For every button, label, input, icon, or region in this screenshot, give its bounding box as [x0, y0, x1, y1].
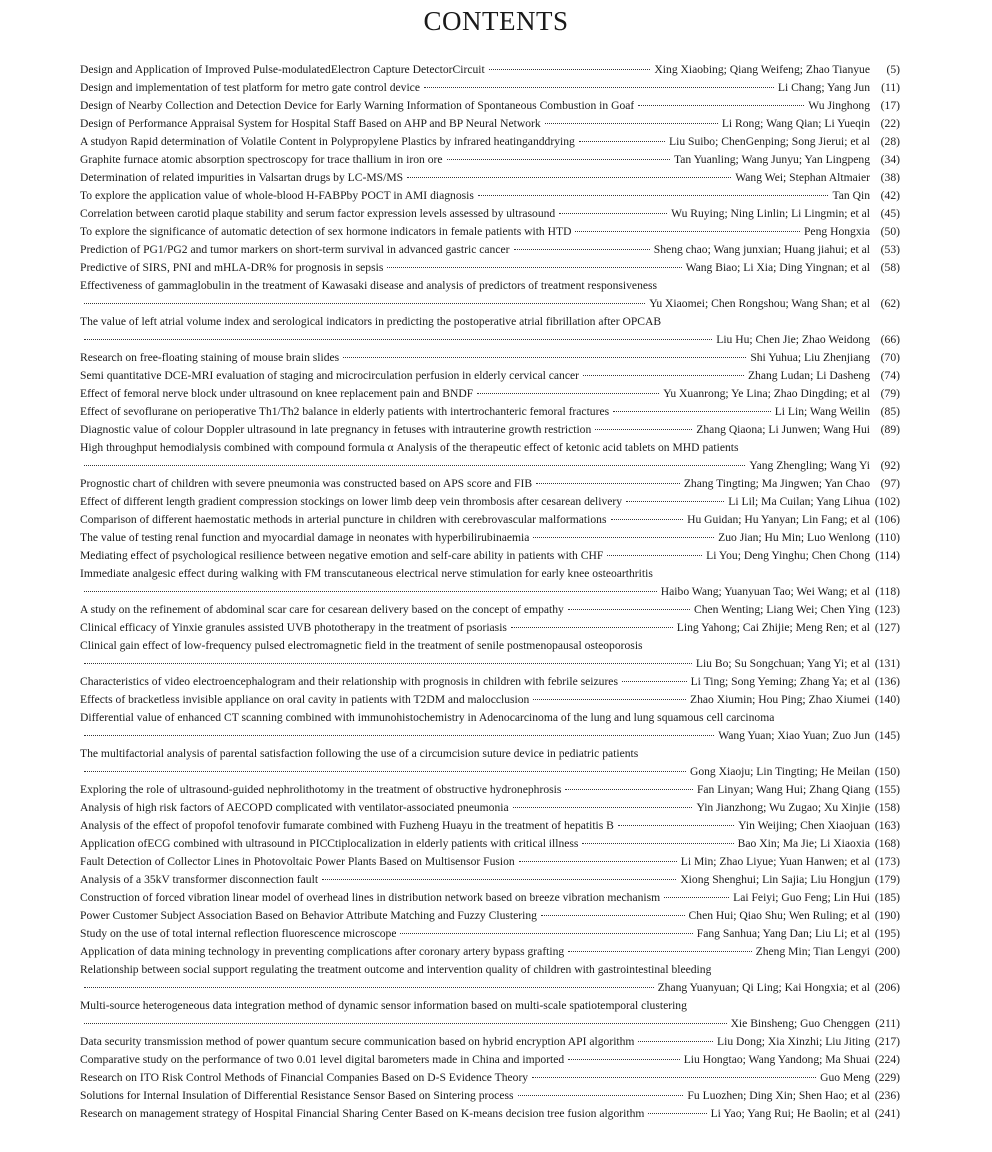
leader-dots — [541, 914, 685, 916]
toc-entry[interactable] — [80, 493, 900, 511]
toc-entry-authors: Li Rong; Wang Qian; Li Yueqin — [721, 117, 870, 130]
toc-entry-page[interactable]: ( 42 ) — [870, 187, 900, 205]
toc-entry-authors: Xie Binsheng; Guo Chenggen — [730, 1017, 870, 1030]
toc-entry-title-line[interactable] — [80, 313, 900, 331]
toc-entry[interactable] — [80, 1051, 900, 1069]
leader-dots — [387, 266, 681, 268]
toc-entry-page[interactable]: ( 168 ) — [870, 835, 900, 853]
toc-entry-title[interactable]: Solutions for Internal Insulation of Differential Resistance Sensor Based on Sintering process — [80, 1089, 514, 1102]
leader-dots — [511, 626, 673, 628]
leader-dots — [84, 770, 686, 772]
toc-entry-page[interactable]: ( 106 ) — [870, 511, 900, 529]
leader-dots — [583, 374, 744, 376]
leader-dots — [648, 1112, 706, 1114]
toc-entry-authors: Li Ting; Song Yeming; Zhang Ya; et al — [690, 675, 870, 688]
leader-dots — [638, 104, 804, 106]
toc-entry[interactable] — [80, 889, 900, 907]
leader-dots — [513, 806, 693, 808]
toc-entry-title[interactable]: Power Customer Subject Association Based on Behavior Attribute Matching and Fuzzy Clustering — [80, 909, 537, 922]
toc-entry-authors: Zhao Xiumin; Hou Ping; Zhao Xiumei — [689, 693, 870, 706]
toc-entry[interactable] — [80, 547, 900, 565]
leader-dots — [407, 176, 731, 178]
toc-entry-title[interactable]: Graphite furnace atomic absorption spectroscopy for trace thallium in iron ore — [80, 153, 443, 166]
toc-entry[interactable] — [80, 871, 900, 889]
toc-entry[interactable] — [80, 781, 900, 799]
leader-dots — [519, 860, 677, 862]
leader-dots — [638, 1040, 713, 1042]
leader-dots — [595, 428, 692, 430]
toc-entry-page[interactable]: ( 11 ) — [870, 79, 900, 97]
toc-entry-page[interactable]: ( 85 ) — [870, 403, 900, 421]
toc-entry-authors-line — [80, 727, 900, 745]
leader-dots — [84, 338, 712, 340]
toc-entry-page[interactable]: ( 5 ) — [870, 61, 900, 79]
toc-entry-title[interactable]: Prediction of PG1/PG2 and tumor markers on short-term survival in advanced gastric cancer — [80, 243, 510, 256]
toc-entry[interactable] — [80, 403, 900, 421]
toc-entry[interactable] — [80, 511, 900, 529]
toc-entry-title[interactable]: Application ofECG combined with ultrasound in PICCtiplocalization in elderly patients with critical illness — [80, 837, 579, 850]
toc-entry[interactable] — [80, 97, 900, 115]
toc-entry[interactable] — [80, 151, 900, 169]
toc-entry-authors: Tan Qin — [832, 189, 870, 202]
toc-entry-authors: Xiong Shenghui; Lin Sajia; Liu Hongjun — [680, 873, 870, 886]
toc-entry-page[interactable]: ( 163 ) — [870, 817, 900, 835]
toc-entry-page[interactable]: ( 89 ) — [870, 421, 900, 439]
toc-entry-title[interactable]: The value of testing renal function and myocardial damage in neonates with hyperbilirubinaemia — [80, 531, 530, 544]
toc-entry-page[interactable]: ( 224 ) — [870, 1051, 900, 1069]
toc-entry-authors: Tan Yuanling; Wang Junyu; Yan Lingpeng — [674, 153, 870, 166]
toc-entry-title[interactable]: Design of Nearby Collection and Detection Device for Early Warning Information of Spontaneous Combustion in Goaf — [80, 99, 635, 112]
leader-dots — [84, 1022, 727, 1024]
toc-entry-title[interactable]: Characteristics of video electroencephalogram and their relationship with prognosis in children with febrile seizures — [80, 675, 618, 688]
toc-entry-authors-line — [80, 763, 900, 781]
toc-entry-authors: Yu Xiaomei; Chen Rongshou; Wang Shan; et al — [649, 297, 870, 310]
toc-entry-title[interactable]: A study on the refinement of abdominal scar care for cesarean delivery based on the concept of empathy — [80, 603, 564, 616]
leader-dots — [536, 482, 680, 484]
leader-dots — [84, 302, 645, 304]
toc-entry-page[interactable]: ( 102 ) — [870, 493, 900, 511]
toc-entry[interactable] — [80, 943, 900, 961]
toc-entry-title[interactable]: Effects of bracketless invisible appliance on oral cavity in patients with T2DM and malocclusion — [80, 693, 530, 706]
leader-dots — [343, 356, 746, 358]
toc-entry-authors-line — [80, 295, 900, 313]
toc-entry[interactable] — [80, 1087, 900, 1105]
toc-entry-page[interactable]: ( 110 ) — [870, 529, 900, 547]
toc-entry-authors-line — [80, 583, 900, 601]
toc-entry-page[interactable]: ( 158 ) — [870, 799, 900, 817]
table-of-contents — [80, 61, 900, 1123]
toc-entry-authors: Zhang Tingting; Ma Jingwen; Yan Chao — [683, 477, 870, 490]
toc-entry-authors: Hu Guidan; Hu Yanyan; Lin Fang; et al — [687, 513, 870, 526]
toc-entry-title-line[interactable] — [80, 997, 900, 1015]
toc-entry-authors-line — [80, 331, 900, 349]
toc-entry-page[interactable]: ( 45 ) — [870, 205, 900, 223]
toc-entry-authors: Liu Hu; Chen Jie; Zhao Weidong — [716, 333, 870, 346]
toc-entry-page[interactable]: ( 195 ) — [870, 925, 900, 943]
leader-dots — [478, 194, 829, 196]
toc-entry-title[interactable]: Multi-source heterogeneous data integration method of dynamic sensor information based on multi-scale spatiotemporal clustering — [80, 999, 687, 1012]
toc-entry-title[interactable]: Correlation between carotid plaque stability and serum factor expression levels assessed by ultrasound — [80, 207, 556, 220]
toc-entry-authors: Chen Hui; Qiao Shu; Wen Ruling; et al — [688, 909, 870, 922]
toc-entry[interactable] — [80, 133, 900, 151]
toc-entry-title-line[interactable] — [80, 439, 900, 457]
toc-entry-title[interactable]: Comparative study on the performance of two 0.01 level digital barometers made in China and imported — [80, 1053, 565, 1066]
leader-dots — [575, 230, 800, 232]
toc-entry-authors: Peng Hongxia — [803, 225, 870, 238]
toc-entry-authors: Li Lil; Ma Cuilan; Yang Lihua — [728, 495, 870, 508]
toc-entry-title[interactable]: Clinical gain effect of low-frequency pulsed electromagnetic field in the treatment of senile postmenopausal osteoporosis — [80, 639, 643, 652]
toc-entry-page[interactable]: ( 217 ) — [870, 1033, 900, 1051]
toc-entry[interactable] — [80, 673, 900, 691]
toc-entry[interactable] — [80, 1069, 900, 1087]
leader-dots — [84, 464, 745, 466]
toc-entry-authors: Yin Jianzhong; Wu Zugao; Xu Xinjie — [696, 801, 870, 814]
toc-entry-title[interactable]: Design and Application of Improved Pulse-modulatedElectron Capture DetectorCircuit — [80, 63, 485, 76]
toc-entry-authors: Li Lin; Wang Weilin — [774, 405, 870, 418]
toc-entry[interactable] — [80, 817, 900, 835]
toc-entry-title[interactable]: Research on management strategy of Hospital Financial Sharing Center Based on K-means decision tree fusion algorithm — [80, 1107, 645, 1120]
toc-entry[interactable] — [80, 1105, 900, 1123]
toc-entry-authors: Fang Sanhua; Yang Dan; Liu Li; et al — [696, 927, 870, 940]
toc-entry-title[interactable]: To explore the significance of automatic detection of sex hormone indicators in female patients with HTD — [80, 225, 572, 238]
toc-entry-page[interactable]: ( 97 ) — [870, 475, 900, 493]
toc-entry-title[interactable]: Design and implementation of test platform for metro gate control device — [80, 81, 420, 94]
leader-dots — [84, 662, 692, 664]
toc-entry-title[interactable]: Design of Performance Appraisal System for Hospital Staff Based on AHP and BP Neural Network — [80, 117, 541, 130]
toc-entry-title[interactable]: Determination of related impurities in Valsartan drugs by LC-MS/MS — [80, 171, 404, 184]
toc-entry-authors-line — [80, 979, 900, 997]
toc-entry-authors: Gong Xiaoju; Lin Tingting; He Meilan — [689, 765, 870, 778]
toc-entry-title[interactable]: Predictive of SIRS, PNI and mHLA-DR% for prognosis in sepsis — [80, 261, 384, 274]
leader-dots — [579, 140, 665, 142]
toc-entry-authors-line — [80, 1015, 900, 1033]
toc-entry-page[interactable]: ( 28 ) — [870, 133, 900, 151]
toc-entry-title[interactable]: Analysis of high risk factors of AECOPD complicated with ventilator-associated pneumonia — [80, 801, 509, 814]
toc-entry-page[interactable]: ( 241 ) — [870, 1105, 900, 1123]
leader-dots — [400, 932, 692, 934]
leader-dots — [607, 554, 702, 556]
toc-entry-authors-line — [80, 457, 900, 475]
toc-entry-authors: Wu Jinghong — [808, 99, 870, 112]
toc-entry-title[interactable]: Clinical efficacy of Yinxie granules assisted UVB phototherapy in the treatment of psoriasis — [80, 621, 507, 634]
toc-entry[interactable] — [80, 421, 900, 439]
toc-entry[interactable] — [80, 61, 900, 79]
toc-entry-page[interactable]: ( 211 ) — [870, 1015, 900, 1033]
leader-dots — [618, 824, 734, 826]
leader-dots — [664, 896, 729, 898]
toc-entry[interactable] — [80, 187, 900, 205]
toc-entry-page[interactable]: ( 70 ) — [870, 349, 900, 367]
leader-dots — [84, 590, 657, 592]
toc-entry[interactable] — [80, 475, 900, 493]
toc-entry-page[interactable]: ( 17 ) — [870, 97, 900, 115]
toc-entry-authors: Chen Wenting; Liang Wei; Chen Ying — [694, 603, 870, 616]
leader-dots — [489, 68, 651, 70]
toc-entry-page[interactable]: ( 79 ) — [870, 385, 900, 403]
toc-entry[interactable] — [80, 691, 900, 709]
leader-dots — [559, 212, 667, 214]
toc-entry-authors: Zheng Min; Tian Lengyi — [755, 945, 870, 958]
toc-entry-page[interactable]: ( 62 ) — [870, 295, 900, 313]
toc-entry-title[interactable]: Effect of different length gradient compression stockings on lower limb deep vein thrombosis after cesarean delivery — [80, 495, 623, 508]
toc-entry[interactable] — [80, 385, 900, 403]
toc-entry-title[interactable]: Analysis of a 35kV transformer disconnection fault — [80, 873, 319, 886]
toc-entry-title[interactable]: Effect of femoral nerve block under ultrasound on knee replacement pain and BNDF — [80, 387, 474, 400]
toc-entry-authors: Liu Bo; Su Songchuan; Yang Yi; et al — [695, 657, 870, 670]
toc-entry-page[interactable]: ( 114 ) — [870, 547, 900, 565]
toc-entry-title-line[interactable] — [80, 961, 900, 979]
toc-entry-title[interactable]: Differential value of enhanced CT scanning combined with immunohistochemistry in Adenocarcinoma of the lung and lung squamous cell carcinoma — [80, 711, 775, 724]
toc-entry-title[interactable]: Data security transmission method of power quantum secure communication based on hybrid encryption API algorithm — [80, 1035, 635, 1048]
leader-dots — [582, 842, 733, 844]
leader-dots — [84, 734, 714, 736]
toc-entry-title[interactable]: Mediating effect of psychological resilience between negative emotion and self-care ability in patients with CHF — [80, 549, 604, 562]
toc-entry-title[interactable]: High throughput hemodialysis combined with compound formula α Analysis of the therapeutic effect of ketonic acid tablets on MHD patients — [80, 441, 739, 454]
toc-entry-page[interactable]: ( 53 ) — [870, 241, 900, 259]
toc-entry-title[interactable]: Exploring the role of ultrasound-guided nephrolithotomy in the treatment of obstructive hydronephrosis — [80, 783, 562, 796]
toc-entry-page[interactable]: ( 140 ) — [870, 691, 900, 709]
leader-dots — [518, 1094, 684, 1096]
toc-entry-title[interactable]: Effectiveness of gammaglobulin in the treatment of Kawasaki disease and analysis of predictors of treatment responsiveness — [80, 279, 658, 292]
toc-entry-title[interactable]: Fault Detection of Collector Lines in Photovoltaic Power Plants Based on Multisensor Fusion — [80, 855, 515, 868]
toc-entry-title[interactable]: Research on free-floating staining of mouse brain slides — [80, 351, 340, 364]
leader-dots — [626, 500, 724, 502]
toc-entry-page[interactable]: ( 131 ) — [870, 655, 900, 673]
toc-entry-authors: Yang Zhengling; Wang Yi — [749, 459, 870, 472]
toc-entry[interactable] — [80, 205, 900, 223]
toc-entry-page[interactable]: ( 190 ) — [870, 907, 900, 925]
toc-entry-title[interactable]: Study on the use of total internal reflection fluorescence microscope — [80, 927, 397, 940]
toc-entry-title[interactable]: Prognostic chart of children with severe pneumonia was constructed based on APS score and FIB — [80, 477, 533, 490]
toc-entry-authors: Li Yao; Yang Rui; He Baolin; et al — [710, 1107, 870, 1120]
toc-entry-authors: Liu Suibo; ChenGenping; Song Jierui; et al — [669, 135, 870, 148]
toc-entry-title[interactable]: A studyon Rapid determination of Volatile Content in Polypropylene Plastics by infrared heatinganddrying — [80, 135, 575, 148]
toc-entry[interactable] — [80, 925, 900, 943]
toc-entry-title[interactable]: Effect of sevoflurane on perioperative Th1/Th2 balance in elderly patients with intertrochanteric femoral fractures — [80, 405, 610, 418]
toc-entry-authors: Zhang Qiaona; Li Junwen; Wang Hui — [696, 423, 870, 436]
toc-entry-authors: Wu Ruying; Ning Linlin; Li Lingmin; et al — [671, 207, 870, 220]
leader-dots — [477, 392, 659, 394]
toc-entry-authors: Yu Xuanrong; Ye Lina; Zhao Dingding; et al — [663, 387, 870, 400]
toc-entry-page[interactable]: ( 155 ) — [870, 781, 900, 799]
toc-entry-authors: Liu Hongtao; Wang Yandong; Ma Shuai — [683, 1053, 870, 1066]
toc-entry-title-line[interactable] — [80, 745, 900, 763]
leader-dots — [568, 950, 751, 952]
toc-entry-authors: Wang Biao; Li Xia; Ding Yingnan; et al — [685, 261, 870, 274]
toc-entry-title-line[interactable] — [80, 565, 900, 583]
toc-entry-authors: Shi Yuhua; Liu Zhenjiang — [750, 351, 870, 364]
toc-entry[interactable] — [80, 169, 900, 187]
toc-entry-authors-line — [80, 655, 900, 673]
leader-dots — [514, 248, 650, 250]
toc-entry-title[interactable]: The multifactorial analysis of parental satisfaction following the use of a circumcision suture device in pediatric patients — [80, 747, 639, 760]
toc-entry-authors: Zhang Yuanyuan; Qi Ling; Kai Hongxia; et al — [657, 981, 870, 994]
toc-entry-authors: Li Min; Zhao Liyue; Yuan Hanwen; et al — [680, 855, 870, 868]
toc-entry-page[interactable]: ( 50 ) — [870, 223, 900, 241]
toc-entry-page[interactable]: ( 229 ) — [870, 1069, 900, 1087]
toc-entry-page[interactable]: ( 179 ) — [870, 871, 900, 889]
leader-dots — [613, 410, 771, 412]
toc-entry-title[interactable]: The value of left atrial volume index and serological indicators in predicting the postoperative atrial fibrillation after OPCAB — [80, 315, 662, 328]
toc-entry[interactable] — [80, 241, 900, 259]
toc-entry[interactable] — [80, 907, 900, 925]
leader-dots — [533, 698, 686, 700]
toc-entry-title[interactable]: Semi quantitative DCE-MRI evaluation of staging and microcirculation perfusion in elderly cervical cancer — [80, 369, 580, 382]
toc-entry[interactable] — [80, 1033, 900, 1051]
toc-entry-authors: Lai Feiyi; Guo Feng; Lin Hui — [733, 891, 870, 904]
leader-dots — [545, 122, 718, 124]
toc-entry-authors: Ling Yahong; Cai Zhijie; Meng Ren; et al — [676, 621, 870, 634]
leader-dots — [622, 680, 687, 682]
toc-entry-page[interactable]: ( 38 ) — [870, 169, 900, 187]
toc-entry-authors: Wang Yuan; Xiao Yuan; Zuo Jun — [718, 729, 870, 742]
toc-entry-title-line[interactable] — [80, 277, 900, 295]
leader-dots — [322, 878, 676, 880]
toc-entry-title[interactable]: Analysis of the effect of propofol tenofovir fumarate combined with Fuzheng Huayu in the treatment of hepatitis B — [80, 819, 614, 832]
leader-dots — [84, 986, 654, 988]
toc-entry-authors: Xing Xiaobing; Qiang Weifeng; Zhao Tianyue — [654, 63, 870, 76]
toc-entry-authors: Haibo Wang; Yuanyuan Tao; Wei Wang; et al — [660, 585, 870, 598]
leader-dots — [532, 1076, 816, 1078]
toc-entry-page[interactable]: ( 34 ) — [870, 151, 900, 169]
leader-dots — [447, 158, 671, 160]
toc-entry[interactable] — [80, 115, 900, 133]
toc-entry[interactable] — [80, 79, 900, 97]
toc-entry-authors: Zuo Jian; Hu Min; Luo Wenlong — [718, 531, 870, 544]
toc-entry-title[interactable]: Relationship between social support regulating the treatment outcome and intervention quality of children with gastrointestinal bleeding — [80, 963, 712, 976]
toc-entry-authors: Bao Xin; Ma Jie; Li Xiaoxia — [737, 837, 870, 850]
toc-entry-authors: Liu Dong; Xia Xinzhi; Liu Jiting — [717, 1035, 870, 1048]
toc-entry[interactable] — [80, 835, 900, 853]
page-title: CONTENTS — [423, 6, 569, 36]
toc-entry[interactable] — [80, 367, 900, 385]
toc-entry-page[interactable]: ( 136 ) — [870, 673, 900, 691]
toc-entry[interactable] — [80, 259, 900, 277]
toc-entry-authors: Yin Weijing; Chen Xiaojuan — [738, 819, 870, 832]
toc-entry-page[interactable]: ( 206 ) — [870, 979, 900, 997]
toc-entry-page[interactable]: ( 66 ) — [870, 331, 900, 349]
toc-entry-title[interactable]: To explore the application value of whole-blood H-FABPby POCT in AMI diagnosis — [80, 189, 474, 202]
toc-entry-title[interactable]: Diagnostic value of colour Doppler ultrasound in late pregnancy in fetuses with intrauterine growth restriction — [80, 423, 592, 436]
toc-entry-authors: Li You; Deng Yinghu; Chen Chong — [706, 549, 870, 562]
leader-dots — [533, 536, 714, 538]
toc-entry-page[interactable]: ( 123 ) — [870, 601, 900, 619]
toc-entry-title[interactable]: Immediate analgesic effect during walking with FM transcutaneous electrical nerve stimulation for early knee osteoarthritis — [80, 567, 653, 580]
toc-entry[interactable] — [80, 349, 900, 367]
toc-entry[interactable] — [80, 529, 900, 547]
toc-entry-title[interactable]: Construction of forced vibration linear model of overhead lines in distribution network based on breeze vibration mechanism — [80, 891, 661, 904]
toc-entry-page[interactable]: ( 185 ) — [870, 889, 900, 907]
leader-dots — [565, 788, 693, 790]
toc-entry[interactable] — [80, 853, 900, 871]
toc-entry-authors: Fu Luozhen; Ding Xin; Shen Hao; et al — [687, 1089, 870, 1102]
toc-entry-title-line[interactable] — [80, 709, 900, 727]
toc-entry-title[interactable]: Comparison of different haemostatic methods in arterial puncture in children with cerebrovascular malformations — [80, 513, 607, 526]
toc-entry-authors: Fan Linyan; Wang Hui; Zhang Qiang — [696, 783, 870, 796]
leader-dots — [611, 518, 684, 520]
toc-entry-page[interactable]: ( 173 ) — [870, 853, 900, 871]
toc-entry-page[interactable]: ( 92 ) — [870, 457, 900, 475]
toc-entry-page[interactable]: ( 145 ) — [870, 727, 900, 745]
toc-entry-authors: Guo Meng — [820, 1071, 870, 1084]
toc-entry-title[interactable]: Application of data mining technology in preventing complications after coronary artery bypass grafting — [80, 945, 565, 958]
toc-entry-title-line[interactable] — [80, 637, 900, 655]
toc-entry-page[interactable]: ( 150 ) — [870, 763, 900, 781]
leader-dots — [568, 1058, 679, 1060]
toc-entry-page[interactable]: ( 22 ) — [870, 115, 900, 133]
toc-entry[interactable] — [80, 223, 900, 241]
toc-entry-title[interactable]: Research on ITO Risk Control Methods of Financial Companies Based on D-S Evidence Theory — [80, 1071, 529, 1084]
toc-entry[interactable] — [80, 799, 900, 817]
toc-entry-page[interactable]: ( 200 ) — [870, 943, 900, 961]
toc-entry-authors: Li Chang; Yang Jun — [777, 81, 870, 94]
leader-dots — [568, 608, 690, 610]
toc-entry-page[interactable]: ( 118 ) — [870, 583, 900, 601]
toc-entry-page[interactable]: ( 74 ) — [870, 367, 900, 385]
leader-dots — [424, 86, 774, 88]
toc-entry[interactable] — [80, 601, 900, 619]
toc-entry-authors: Wang Wei; Stephan Altmaier — [735, 171, 870, 184]
toc-entry-authors: Sheng chao; Wang junxian; Huang jiahui; et al — [653, 243, 870, 256]
toc-entry-authors: Zhang Ludan; Li Dasheng — [747, 369, 870, 382]
toc-entry[interactable] — [80, 619, 900, 637]
toc-entry-page[interactable]: ( 127 ) — [870, 619, 900, 637]
toc-entry-page[interactable]: ( 58 ) — [870, 259, 900, 277]
toc-entry-page[interactable]: ( 236 ) — [870, 1087, 900, 1105]
